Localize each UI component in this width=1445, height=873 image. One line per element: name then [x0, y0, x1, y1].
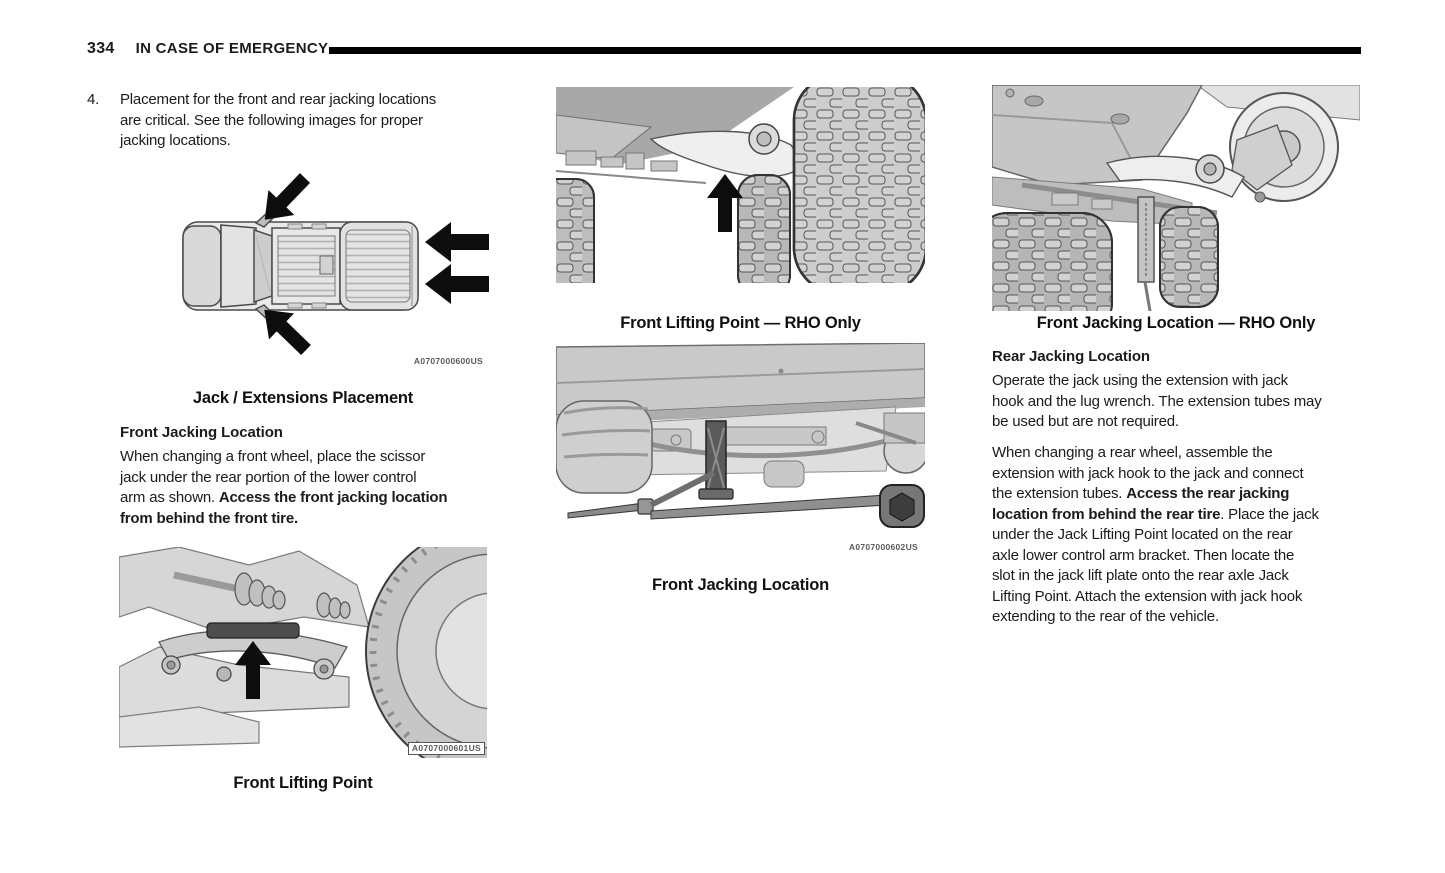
section-heading-front-jacking: Front Jacking Location — [120, 424, 283, 441]
page-header — [87, 40, 328, 58]
section-title: IN CASE OF EMERGENCY — [135, 40, 329, 57]
figure-caption: Jack / Extensions Placement — [192, 389, 414, 407]
truck-top-view-illustration — [160, 170, 490, 376]
figure-front-jacking-location-rho — [992, 85, 1360, 311]
figure-front-jacking-location — [556, 343, 925, 536]
rear-lower-jack-arrow — [425, 264, 489, 304]
figure-code: A0707000600US — [413, 356, 483, 366]
figure-caption: Front Lifting Point — RHO Only — [620, 314, 861, 332]
step-number: 4. — [87, 91, 100, 108]
paragraph-rear-jacking-1: Operate the jack using the extension with jack hook and the lug wrench. The extension tubes may be used but are not required. — [992, 372, 1322, 430]
paragraph-rear-jacking-2: When changing a rear wheel, assemble the extension with jack hook to the jack and connect the extension tubes. Access the rear jacking location from behind the rear tire. Place the jack under the Jack Lifting Point located on the rear axle lower control arm bracket. Then locate the slot in the jack lift plate onto the rear axle Jack Lifting Point. Attach the extension with jack hook extending to the rear of the vehicle. — [992, 444, 1319, 625]
figure-code: A0707000602US — [848, 542, 918, 552]
front-lifting-point-illustration — [119, 547, 487, 758]
figure-caption: Front Lifting Point — [233, 774, 373, 792]
step-text: Placement for the front and rear jacking locations are critical. See the following images for proper jacking locations. — [120, 91, 437, 149]
header-rule — [329, 47, 1361, 54]
front-jacking-location-rho-illustration — [992, 85, 1360, 311]
front-jacking-location-illustration — [556, 343, 925, 536]
figure-code: A0707000601US — [408, 742, 485, 755]
paragraph-front-jacking: When changing a front wheel, place the scissor jack under the rear portion of the lower control arm as shown. Access the front jacking location from behind the front tire. — [120, 448, 448, 527]
jack-post — [1138, 197, 1154, 311]
figure-jack-extensions-placement — [160, 170, 490, 376]
step-item-4 — [87, 90, 487, 152]
rear-upper-jack-arrow — [425, 222, 489, 262]
figure-front-lifting-point — [119, 547, 487, 758]
section-heading-rear-jacking: Rear Jacking Location — [992, 348, 1150, 365]
front-lifting-point-rho-illustration — [556, 87, 925, 283]
figure-caption: Front Jacking Location — RHO Only — [1036, 314, 1316, 332]
figure-caption: Front Jacking Location — [651, 576, 830, 594]
figure-front-lifting-point-rho — [556, 87, 925, 283]
page-number: 334 — [87, 40, 115, 57]
